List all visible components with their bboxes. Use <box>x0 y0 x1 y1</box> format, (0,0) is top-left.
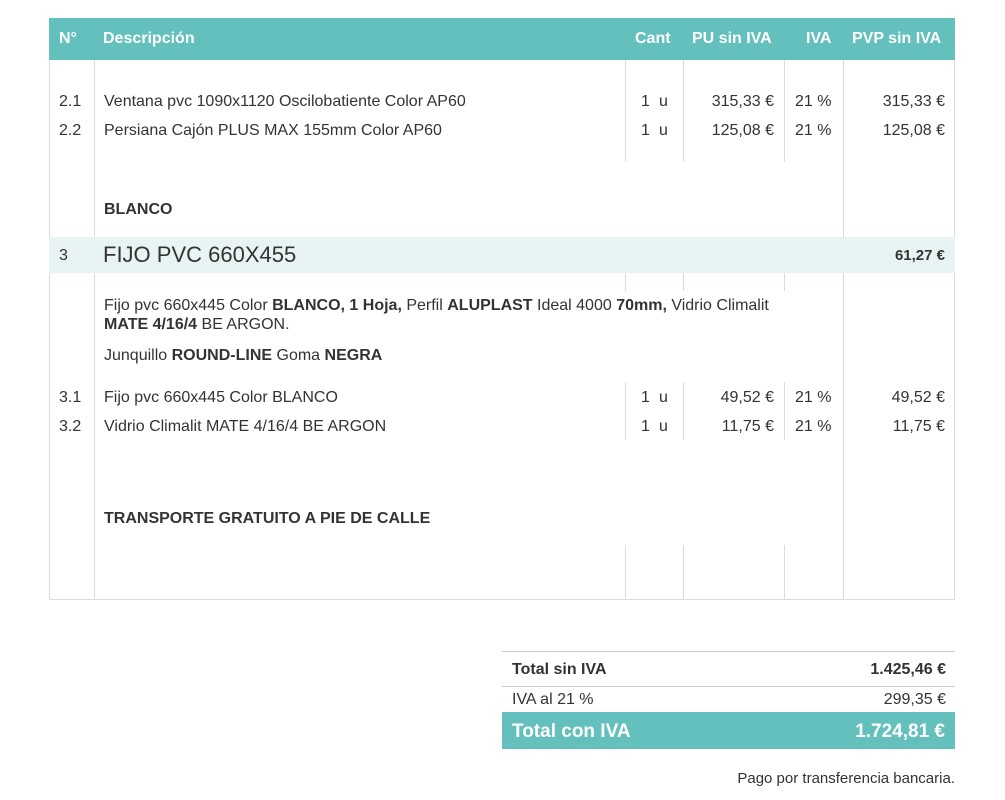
group-total: 61,27 € <box>894 247 945 264</box>
item-quantity: 1 <box>641 418 650 435</box>
group-number: 3 <box>59 247 68 264</box>
totals-divider <box>502 651 955 652</box>
grand-total-label: Total con IVA <box>512 721 631 742</box>
column-divider <box>784 545 785 600</box>
item-number: 2.1 <box>59 93 82 110</box>
section-note: BLANCO <box>104 201 173 218</box>
item-pvp: 49,52 € <box>891 389 945 406</box>
subtotal-label: Total sin IVA <box>512 661 607 678</box>
item-unit-price: 125,08 € <box>711 122 774 139</box>
item-pvp: 125,08 € <box>882 122 945 139</box>
subtotal-value: 1.425,46 € <box>870 661 946 678</box>
grand-total-bar <box>502 712 955 749</box>
tax-label: IVA al 21 % <box>512 691 594 708</box>
header-num: N° <box>59 30 77 47</box>
desc-text: ALUPLAST <box>447 297 533 314</box>
item-unit: u <box>659 122 668 139</box>
item-quantity: 1 <box>641 389 650 406</box>
tax-value: 299,35 € <box>883 691 946 708</box>
header-quantity: Cant <box>635 30 671 47</box>
desc-text: Goma <box>272 347 325 364</box>
column-divider <box>683 60 684 162</box>
item-pvp: 315,33 € <box>882 93 945 110</box>
table-header <box>49 18 955 60</box>
desc-text: ROUND-LINE <box>171 347 273 364</box>
item-unit-price: 11,75 € <box>721 418 774 435</box>
desc-text: Ideal 4000 <box>532 297 617 314</box>
section-note: TRANSPORTE GRATUITO A PIE DE CALLE <box>104 510 431 527</box>
desc-text: Perfil <box>401 297 448 314</box>
item-quantity: 1 <box>641 122 650 139</box>
group-description-line <box>104 316 290 334</box>
item-unit: u <box>659 418 668 435</box>
desc-text: BLANCO, 1 Hoja, <box>272 297 402 314</box>
column-divider <box>94 60 95 600</box>
item-unit-price: 315,33 € <box>711 93 774 110</box>
column-divider <box>625 60 626 162</box>
desc-text: BE ARGON. <box>197 316 290 333</box>
column-divider <box>784 60 785 162</box>
item-unit: u <box>659 389 668 406</box>
desc-text: Junquillo <box>104 347 172 364</box>
header-description: Descripción <box>103 30 195 47</box>
payment-note: Pago por transferencia bancaria. <box>737 770 955 787</box>
item-unit-price: 49,52 € <box>720 389 774 406</box>
desc-text: 70mm, <box>616 297 667 314</box>
group-description-line <box>104 347 382 365</box>
totals-divider <box>502 686 955 687</box>
column-divider <box>683 273 684 291</box>
header-unit-price: PU sin IVA <box>692 30 772 47</box>
desc-text: Fijo pvc 660x445 Color <box>104 297 273 314</box>
item-pvp: 11,75 € <box>892 418 945 435</box>
header-iva: IVA <box>806 30 832 47</box>
item-quantity: 1 <box>641 93 650 110</box>
item-iva: 21 % <box>795 389 832 406</box>
desc-text: MATE 4/16/4 <box>104 316 198 333</box>
grand-total-value: 1.724,81 € <box>855 721 945 742</box>
item-number: 3.2 <box>59 418 82 435</box>
item-iva: 21 % <box>795 93 832 110</box>
column-divider <box>683 545 684 600</box>
column-divider <box>625 545 626 600</box>
column-divider <box>843 60 844 600</box>
column-divider <box>784 382 785 440</box>
item-description: Ventana pvc 1090x1120 Oscilobatiente Color AP60 <box>104 93 466 110</box>
item-description: Vidrio Climalit MATE 4/16/4 BE ARGON <box>104 418 387 435</box>
item-unit: u <box>659 93 668 110</box>
item-number: 3.1 <box>59 389 82 406</box>
group-description-line <box>104 297 769 315</box>
group-title: FIJO PVC 660X455 <box>103 242 297 267</box>
item-iva: 21 % <box>795 418 832 435</box>
column-divider <box>784 273 785 291</box>
item-iva: 21 % <box>795 122 832 139</box>
header-pvp: PVP sin IVA <box>852 30 942 47</box>
column-divider <box>625 382 626 440</box>
item-description: Fijo pvc 660x445 Color BLANCO <box>104 389 338 406</box>
desc-text: NEGRA <box>324 347 383 364</box>
desc-text: Vidrio Climalit <box>666 297 769 314</box>
item-description: Persiana Cajón PLUS MAX 155mm Color AP60 <box>104 122 442 139</box>
column-divider <box>625 273 626 291</box>
item-number: 2.2 <box>59 122 82 139</box>
